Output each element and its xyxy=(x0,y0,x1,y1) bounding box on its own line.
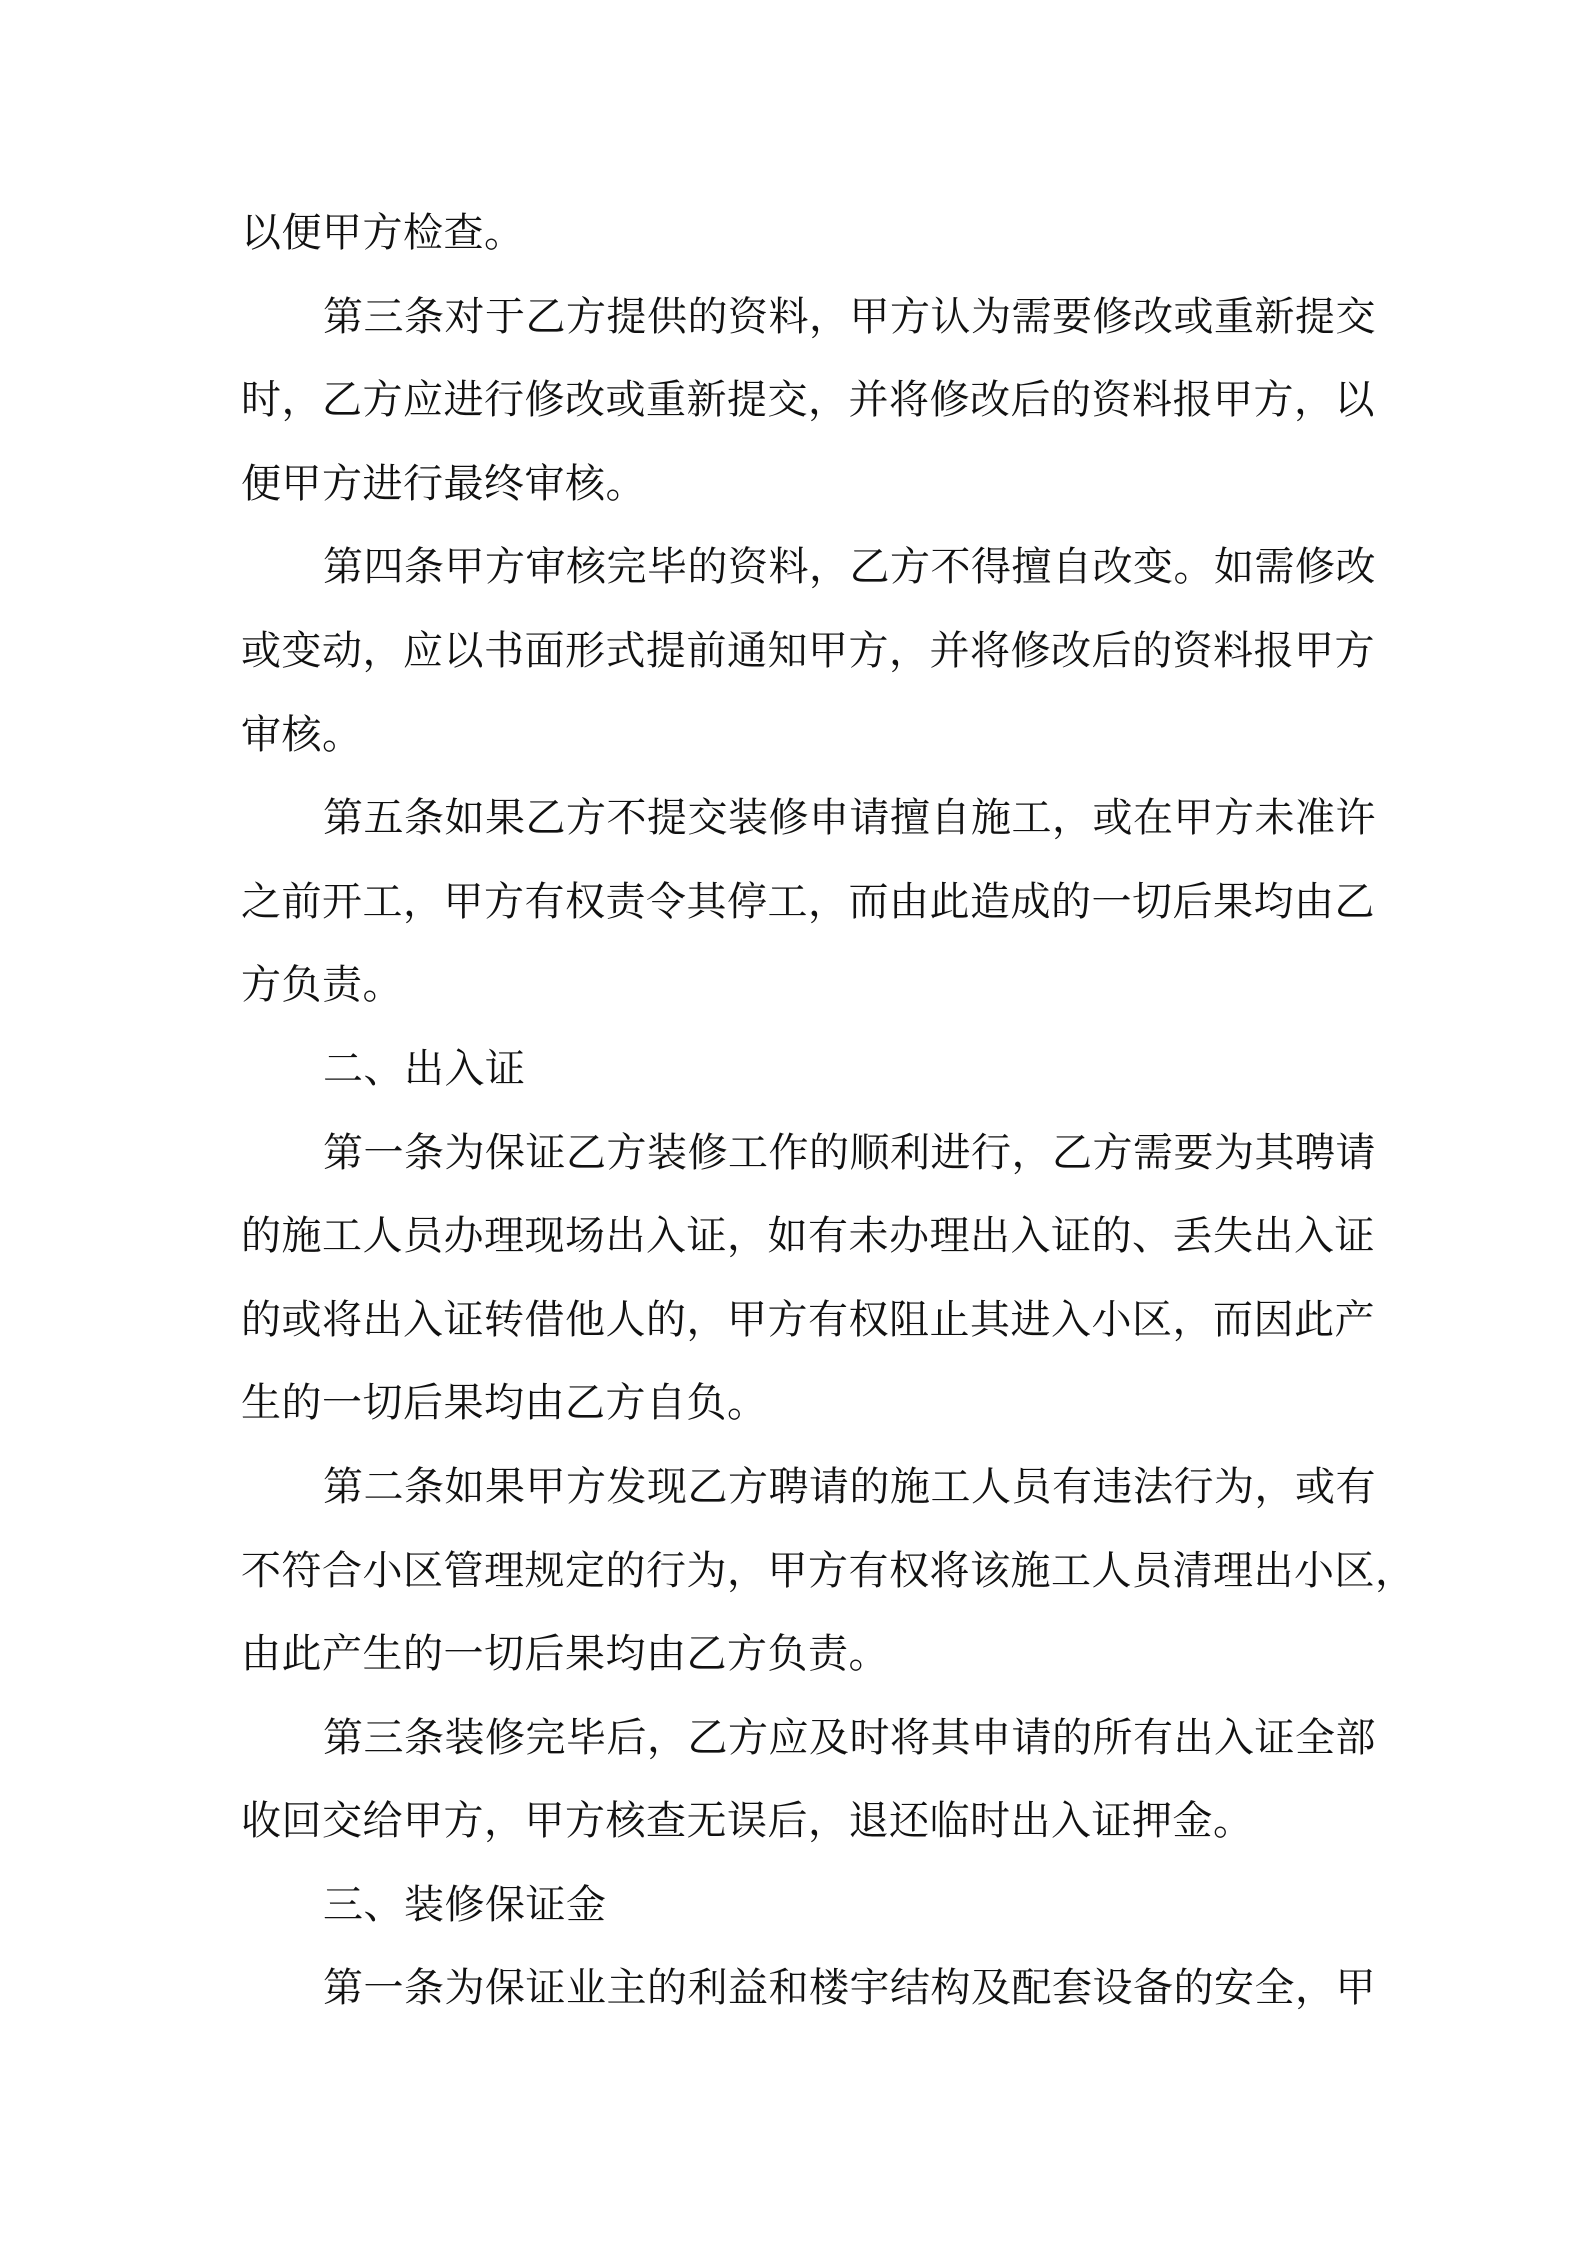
text-line: 或变动，应以书面形式提前通知甲方，并将修改后的资料报甲方 xyxy=(241,627,1375,674)
text-line: 第五条如果乙方不提交装修申请擅自施工，或在甲方未准许 xyxy=(323,795,1376,842)
text-line: 方负责。 xyxy=(241,962,403,1009)
text-line: 的或将出入证转借他人的，甲方有权阻止其进入小区，而因此产 xyxy=(241,1296,1375,1343)
text-line: 第四条甲方审核完毕的资料，乙方不得擅自改变。如需修改 xyxy=(323,544,1376,591)
text-line: 第一条为保证乙方装修工作的顺利进行，乙方需要为其聘请 xyxy=(323,1129,1376,1176)
text-line: 审核。 xyxy=(241,711,363,758)
text-line: 三、装修保证金 xyxy=(323,1881,607,1928)
text-line: 第三条装修完毕后，乙方应及时将其申请的所有出入证全部 xyxy=(323,1714,1376,1761)
text-line: 生的一切后果均由乙方自负。 xyxy=(241,1380,768,1427)
text-line: 以便甲方检查。 xyxy=(241,210,525,256)
document-body xyxy=(241,192,1416,2031)
text-line: 第一条为保证业主的利益和楼宇结构及配套设备的安全，甲 xyxy=(323,1965,1376,2012)
text-line: 时，乙方应进行修改或重新提交，并将修改后的资料报甲方，以 xyxy=(241,377,1375,424)
text-line: 的施工人员办理现场出入证，如有未办理出入证的、丢失出入证 xyxy=(241,1213,1375,1260)
text-line: 由此产生的一切后果均由乙方负责。 xyxy=(241,1631,889,1678)
text-line: 二、出入证 xyxy=(323,1045,526,1092)
text-line: 便甲方进行最终审核。 xyxy=(241,460,646,507)
text-line: 第三条对于乙方提供的资料，甲方认为需要修改或重新提交 xyxy=(323,293,1376,340)
text-line: 之前开工，甲方有权责令其停工，而由此造成的一切后果均由乙 xyxy=(241,878,1375,925)
text-line: 第二条如果甲方发现乙方聘请的施工人员有违法行为，或有 xyxy=(323,1463,1376,1510)
text-line: 收回交给甲方，甲方核查无误后，退还临时出入证押金。 xyxy=(241,1798,1254,1845)
text-line: 不符合小区管理规定的行为，甲方有权将该施工人员清理出小区， xyxy=(241,1547,1416,1594)
